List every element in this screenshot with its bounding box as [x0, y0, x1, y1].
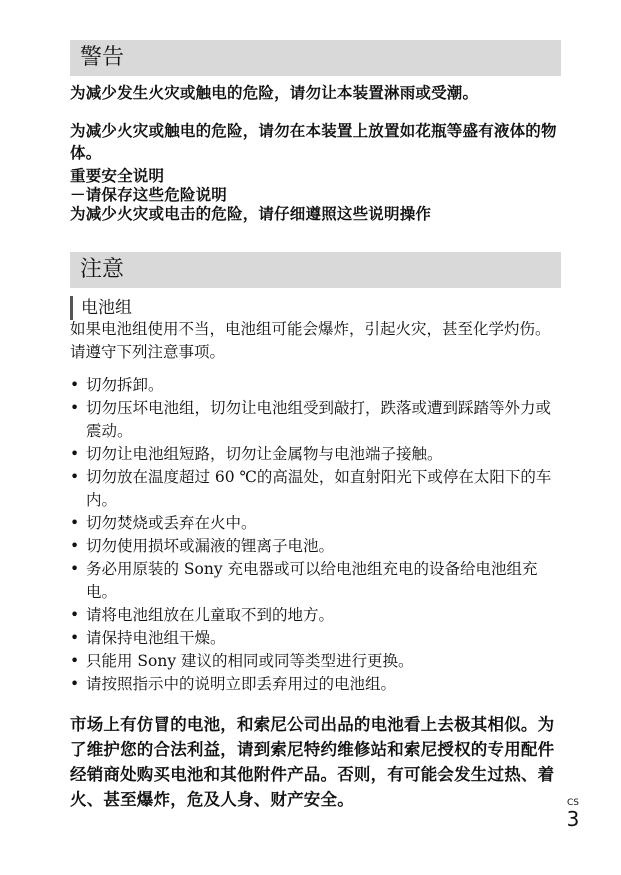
warning-paragraph-2: 为减少火灾或触电的危险，请勿在本装置上放置如花瓶等盛有液体的物体。	[70, 122, 557, 162]
bullet-icon: •	[70, 606, 80, 624]
safety-keep-note: －请保存这些危险说明	[70, 186, 228, 204]
bullet-icon: •	[70, 514, 80, 532]
battery-intro: 如果电池组使用不当，电池组可能会爆炸，引起火灾，甚至化学灼伤。请遵守下列注意事项。	[70, 320, 551, 361]
list-item: • 请保持电池组干燥。	[70, 627, 561, 650]
counterfeit-warning: 市场上有仿冒的电池，和索尼公司出品的电池看上去极其相似。为了维护您的合法利益，请到索尼特约维修站和索尼授权的专用配件经销商处购买电池和其他附件产品。否则，有可能会发生过热、着火、甚至爆炸，危及人身、财产安全。	[70, 715, 555, 809]
page-number	[565, 798, 581, 830]
list-item: • 切勿使用损坏或漏液的锂离子电池。	[70, 535, 561, 558]
safety-title: 重要安全说明	[70, 167, 165, 185]
bullet-icon: •	[70, 629, 80, 647]
list-item: • 请按照指示中的说明立即丢弃用过的电池组。	[70, 673, 561, 696]
page-language-tag: CS	[567, 798, 579, 808]
list-item: • 切勿让电池组短路，切勿让金属物与电池端子接触。	[70, 443, 561, 466]
list-item: • 切勿压坏电池组，切勿让电池组受到敲打，跌落或遭到踩踏等外力或震动。	[70, 399, 552, 440]
safety-instructions	[70, 167, 561, 224]
list-item: • 切勿焚烧或丢弃在火中。	[70, 512, 561, 535]
caution-title: 注意	[80, 257, 125, 282]
bullet-icon: •	[70, 376, 80, 394]
list-item: • 务必用原装的 Sony 充电器或可以给电池组充电的设备给电池组充电。	[70, 560, 538, 601]
bullet-icon: •	[70, 675, 80, 693]
bullet-icon: •	[70, 652, 80, 670]
list-item: • 切勿放在温度超过 60 ℃的高温处，如直射阳光下或停在太阳下的车内。	[70, 468, 552, 509]
safety-follow-note: 为减少火灾或电击的危险，请仔细遵照这些说明操作	[70, 205, 432, 223]
page-number-value: 3	[566, 807, 580, 831]
bullet-icon: •	[70, 537, 80, 555]
list-item: • 只能用 Sony 建议的相同或同等类型进行更换。	[70, 650, 561, 673]
bullet-icon: •	[70, 560, 80, 578]
list-item: • 请将电池组放在儿童取不到的地方。	[70, 604, 561, 627]
battery-heading: 电池组	[70, 296, 132, 320]
caution-heading	[70, 252, 561, 288]
warning-line-1: 为减少发生火灾或触电的危险，请勿让本装置淋雨或受潮。	[70, 84, 479, 102]
warning-title: 警告	[80, 45, 125, 70]
battery-precautions-list	[70, 374, 561, 696]
bullet-icon: •	[70, 399, 80, 417]
bullet-icon: •	[70, 468, 80, 486]
warning-heading	[70, 40, 561, 76]
bullet-icon: •	[70, 445, 80, 463]
list-item: • 切勿拆卸。	[70, 374, 561, 397]
